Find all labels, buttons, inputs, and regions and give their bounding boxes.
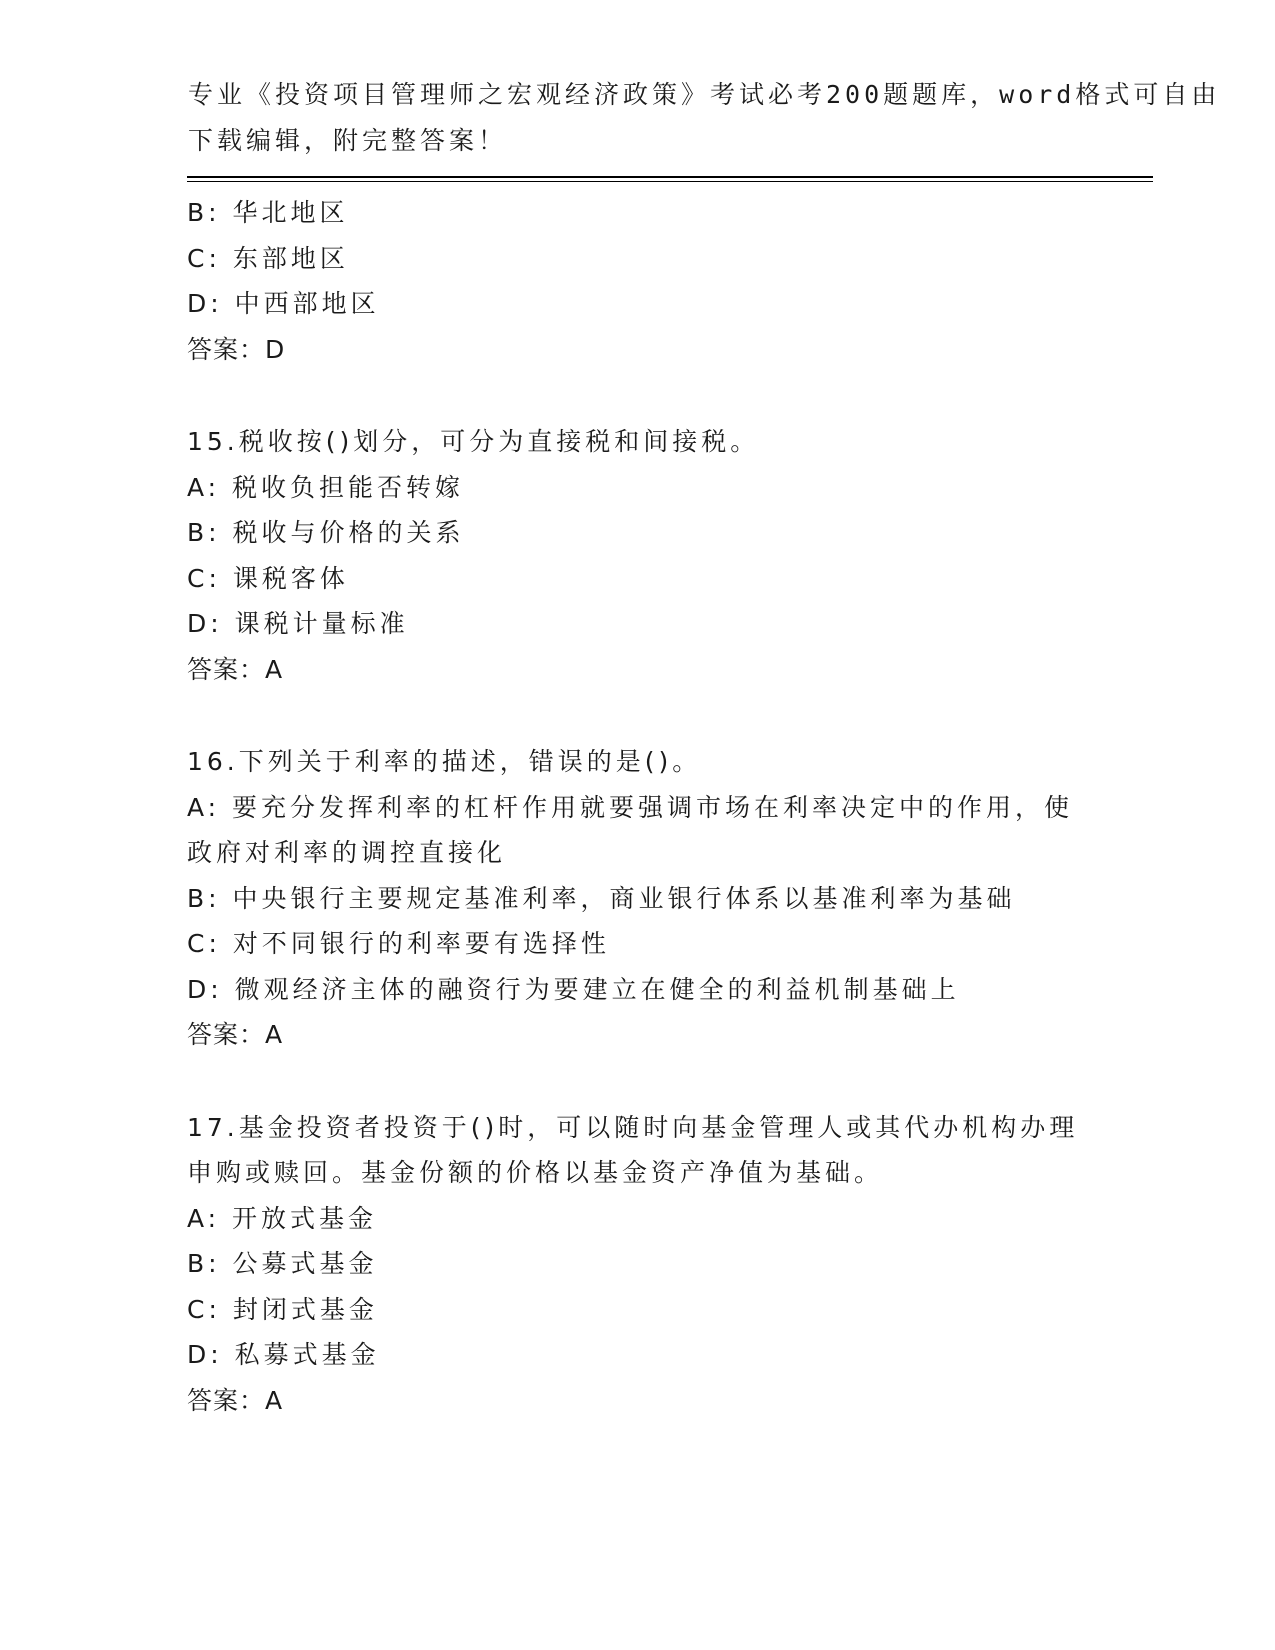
spacer: [187, 372, 1107, 419]
option-c: C: 东部地区: [187, 243, 349, 273]
option-d: D: 课税计量标准: [187, 609, 409, 638]
option-d: D: 中西部地区: [187, 289, 380, 318]
question-stem-continued: 申购或赎回。基金份额的价格以基金资产净值为基础。: [187, 1158, 884, 1187]
question-stem: 17.基金投资者投资于()时，可以随时向基金管理人或其代办机构办理: [187, 1112, 1079, 1142]
option-b: B: 中央银行主要规定基准利率，商业银行体系以基准利率为基础: [187, 883, 1016, 913]
header-divider-thin: [187, 181, 1153, 182]
answer: 答案：A: [187, 1020, 284, 1049]
option-a: A: 税收负担能否转嫁: [187, 472, 465, 502]
question-16: [187, 739, 1107, 1058]
question-stem: 15.税收按()划分，可分为直接税和间接税。: [187, 427, 760, 456]
option-b: B: 华北地区: [187, 198, 349, 227]
document-header: [188, 72, 1221, 163]
header-line-1: 专业《投资项目管理师之宏观经济政策》考试必考200题题库，word格式可自由: [188, 80, 1221, 109]
option-c: C: 封闭式基金: [187, 1294, 378, 1324]
option-b: B: 税收与价格的关系: [187, 518, 465, 547]
header-line-2: 下载编辑，附完整答案！: [188, 125, 508, 155]
question-17: [187, 1105, 1107, 1424]
answer: 答案：D: [187, 334, 286, 364]
question-14: [187, 190, 1107, 372]
option-d: D: 私募式基金: [187, 1340, 380, 1369]
option-a: A: 开放式基金: [187, 1203, 378, 1233]
spacer: [187, 1058, 1107, 1105]
option-d: D: 微观经济主体的融资行为要建立在健全的利益机制基础上: [187, 974, 960, 1004]
question-content: [187, 190, 1107, 1423]
answer: 答案：A: [187, 654, 284, 684]
question-15: [187, 419, 1107, 692]
spacer: [187, 692, 1107, 739]
option-c: C: 课税客体: [187, 563, 349, 593]
option-a: A: 要充分发挥利率的杠杆作用就要强调市场在利率决定中的作用，使: [187, 792, 1074, 822]
option-b: B: 公募式基金: [187, 1249, 378, 1278]
header-divider-thick: [187, 176, 1153, 178]
answer: 答案：A: [187, 1385, 284, 1415]
option-c: C: 对不同银行的利率要有选择性: [187, 929, 610, 958]
question-stem: 16.下列关于利率的描述，错误的是()。: [187, 747, 702, 776]
option-a-continued: 政府对利率的调控直接化: [187, 838, 507, 867]
